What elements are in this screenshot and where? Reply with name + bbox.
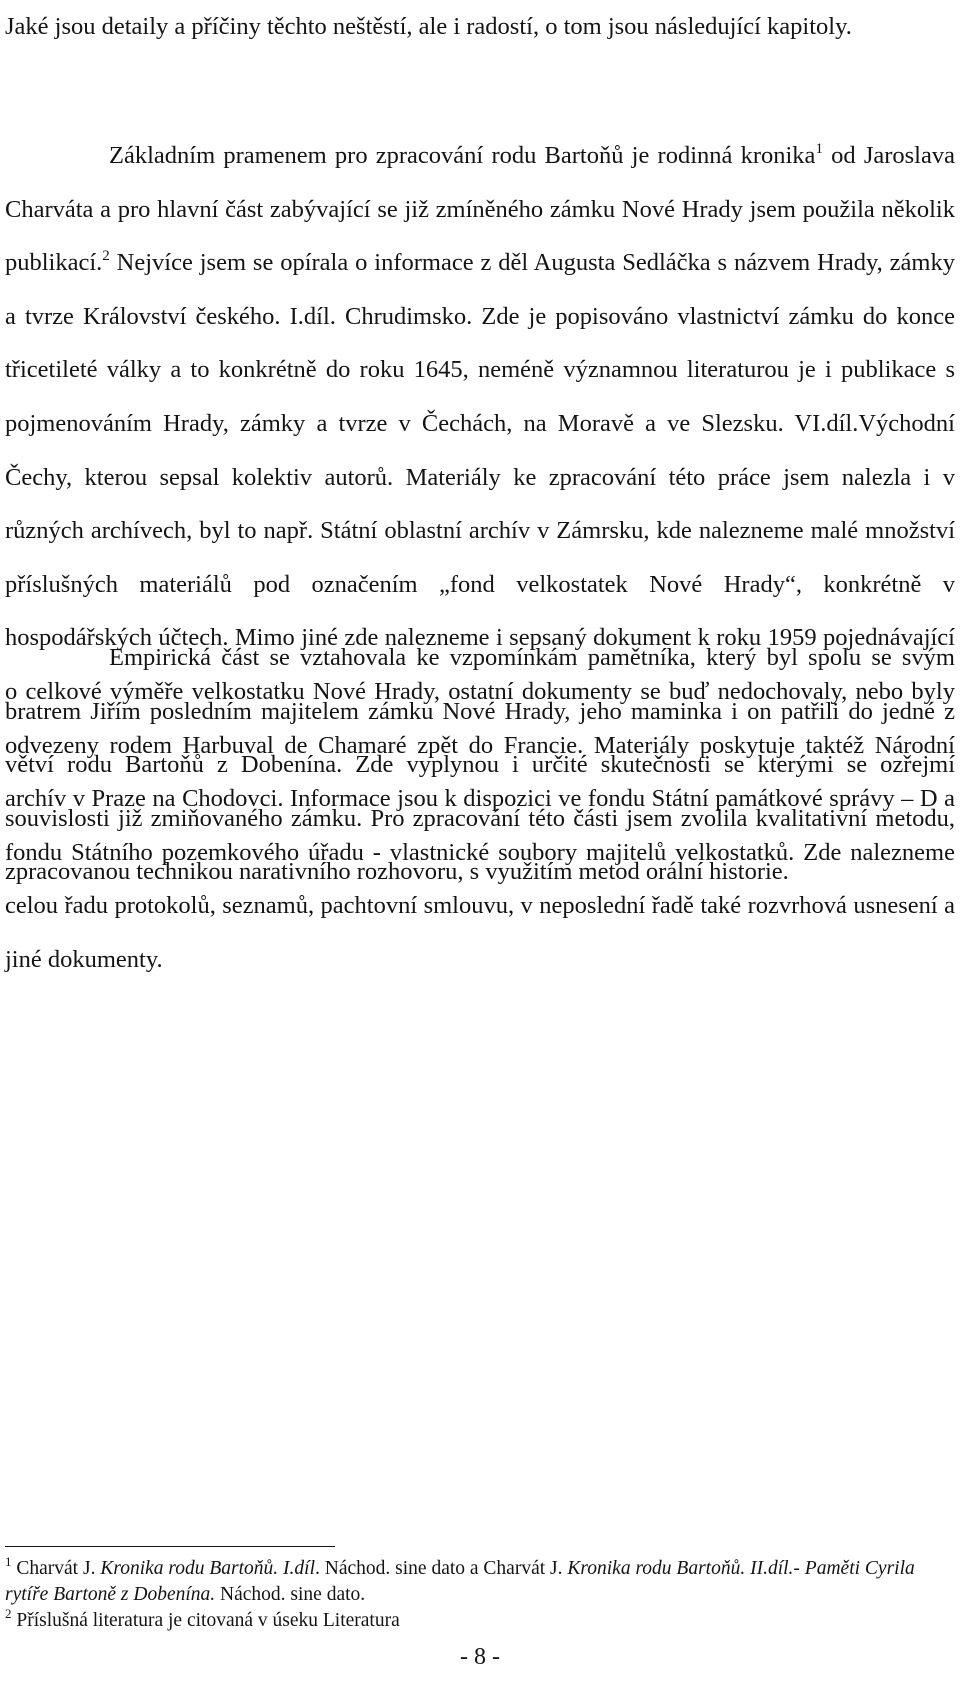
page-number: - 8 - (460, 1644, 500, 1670)
paragraph-1-text: Jaké jsou detaily a příčiny těchto neštěstí, ale i radostí, o tom jsou následující kapitoly. (5, 13, 852, 40)
paragraph-2-text-part-2: od Jaroslava Charváta a pro hlavní část zabývající se již zmíněného zámku Nové Hrady jsem použila několik publikací. (5, 142, 955, 277)
footnote-text: Příslušná literatura je citovaná v úseku Literatura (16, 1610, 400, 1631)
footnote-2 (5, 1608, 955, 1634)
footnote-number: 2 (5, 1606, 12, 1621)
footnote-reference-1[interactable]: 1 (815, 141, 823, 157)
paragraph-2-text-part-3: Nejvíce jsem se opírala o informace z děl Augusta Sedláčka s názvem Hrady, zámky a tvrze Království českého. I.díl. Chrudimsko. Zde je popisováno vlastnictví zámku do konce třicetileté války a to konkrétně do roku 1645, neméně významnou literaturou je i publikace s pojmenováním Hrady, zámky a tvrze v Čechách, na Moravě a ve Slezsku. VI.díl.Východní Čechy, kterou sepsal kolektiv autorů. Materiály ke zpracování této práce jsem nalezla i v různých archívech, byl to např. Státní oblastní archív v Zámrsku, kde nalezneme malé množství příslušných materiálů pod označením „fond velkostatek Nové Hrady“, konkrétně v hospodářských účtech. Mimo jiné zde nalezneme i sepsaný dokument k roku 1959 pojednávající o celkové výměře velkostatku Nové Hrady, ostatní dokumenty se buď nedochovaly, nebo byly odvezeny rodem Harbuval de Chamaré zpět do Francie. Materiály poskytuje taktéž Národní archív v Praze na Chodovci. Informace jsou k dispozici ve fondu Státní památkové správy – D a fondu Státního pozemkového úřadu - vlastnické soubory majitelů velkostatků. Zde nalezneme celou řadu protokolů, seznamů, pachtovní smlouvu, v neposlední řadě také rozvrhová usnesení a jiné dokumenty. (5, 249, 955, 973)
footnotes (5, 1556, 955, 1634)
paragraph-3-text: Empirická část se vztahovala ke vzpomínkám pamětníka, který byl spolu se svým bratrem Jiřím posledním majitelem zámku Nové Hrady, jeho maminka i on patřili do jedné z větví rodu Bartoňů z Dobenína. Zde vyplynou i určité skutečnosti se kterými se ozřejmí souvislosti již zmiňovaného zámku. Pro zpracování této části jsem zvolila kvalitativní metodu, zpracovanou technikou narativního rozhovoru, s využitím metod orální historie. (5, 644, 955, 886)
paragraph-3 (5, 631, 955, 899)
paragraph-2-text-part-1: Základním pramenem pro zpracování rodu Bartoňů je rodinná kronika (109, 142, 816, 169)
footnote-text: Charvát J. (16, 1558, 101, 1579)
footnote-reference-2[interactable]: 2 (102, 248, 110, 265)
footnote-1 (5, 1556, 955, 1608)
footnote-number: 1 (5, 1554, 12, 1569)
footnote-separator (5, 1546, 335, 1547)
footnote-text: Náchod. sine dato. (215, 1584, 366, 1605)
footnote-text-italic: Kronika rodu Bartoňů. II.díl.- Paměti Cyrila rytíře Bartoně z Dobenína. (5, 1558, 915, 1605)
footnote-text: . Náchod. sine dato a Charvát J. (315, 1558, 568, 1579)
paragraph-1 (5, 0, 955, 54)
footnote-text-italic: Kronika rodu Bartoňů. I.díl (100, 1558, 316, 1579)
